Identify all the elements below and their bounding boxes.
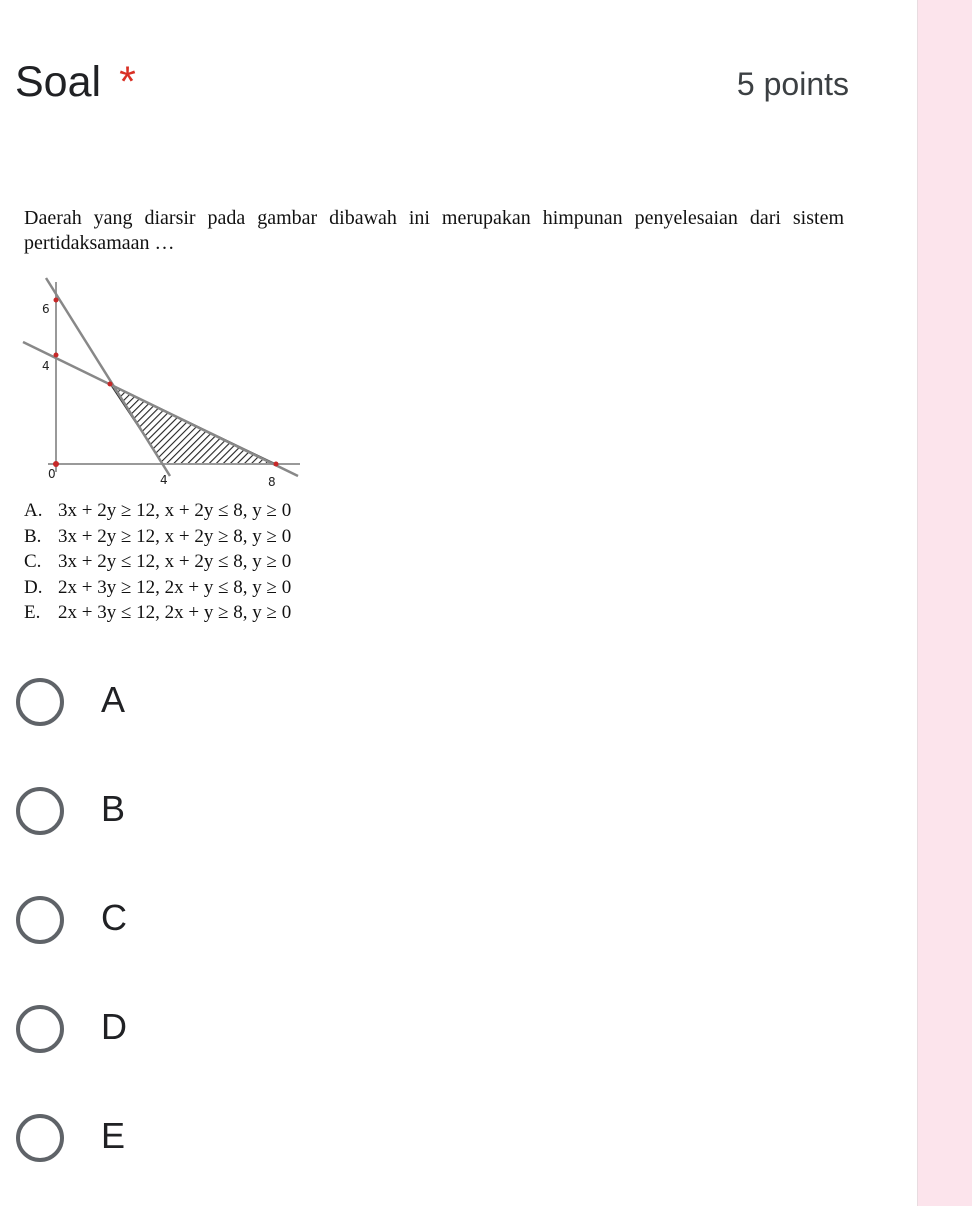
question-text: Daerah yang diarsir pada gambar dibawah ini merupakan himpunan penyelesaian dari sistem pertidaksamaan … — [24, 207, 844, 254]
inequality-graph — [18, 272, 308, 502]
question-option-list — [24, 498, 291, 626]
point-x8 — [274, 462, 279, 467]
points-label: 5 points — [736, 66, 849, 102]
label-x8: 8 — [268, 475, 276, 489]
radio-button[interactable] — [16, 678, 64, 726]
choice-label: C — [101, 897, 127, 938]
answer-choices — [12, 672, 312, 1206]
question-title — [15, 58, 136, 107]
question-option: C. 3x + 2y ≤ 12, x + 2y ≤ 8, y ≥ 0 — [24, 551, 292, 572]
label-x4: 4 — [160, 473, 168, 487]
label-y6: 6 — [42, 302, 50, 316]
choice-b[interactable] — [12, 781, 312, 890]
point-y4 — [54, 353, 59, 358]
question-option: B. 3x + 2y ≥ 12, x + 2y ≥ 8, y ≥ 0 — [24, 525, 292, 547]
choice-label: D — [101, 1006, 127, 1047]
choice-label: B — [101, 788, 126, 829]
choice-d[interactable] — [12, 999, 312, 1108]
choice-a[interactable] — [12, 672, 312, 781]
radio-button[interactable] — [16, 787, 64, 835]
choice-c[interactable] — [12, 890, 312, 999]
radio-button[interactable] — [16, 1114, 64, 1162]
choice-label: E — [101, 1115, 126, 1156]
side-panel — [917, 0, 972, 1206]
radio-button[interactable] — [16, 896, 64, 944]
question-title-text: Soal — [15, 58, 102, 106]
label-origin: 0 — [48, 467, 56, 481]
radio-button[interactable] — [16, 1005, 64, 1053]
line-3x-2y-12 — [46, 278, 170, 476]
point-y6 — [54, 298, 59, 303]
choice-label: A — [101, 679, 126, 720]
required-asterisk: * — [119, 58, 136, 106]
question-option: A. 3x + 2y ≥ 12, x + 2y ≤ 8, y ≥ 0 — [24, 500, 292, 521]
question-option: D. 2x + 3y ≥ 12, 2x + y ≤ 8, y ≥ 0 — [24, 576, 292, 598]
question-option: E. 2x + 3y ≤ 12, 2x + y ≥ 8, y ≥ 0 — [24, 602, 292, 623]
label-y4: 4 — [42, 359, 50, 373]
choice-e[interactable] — [12, 1108, 312, 1206]
point-intersection — [108, 382, 113, 387]
